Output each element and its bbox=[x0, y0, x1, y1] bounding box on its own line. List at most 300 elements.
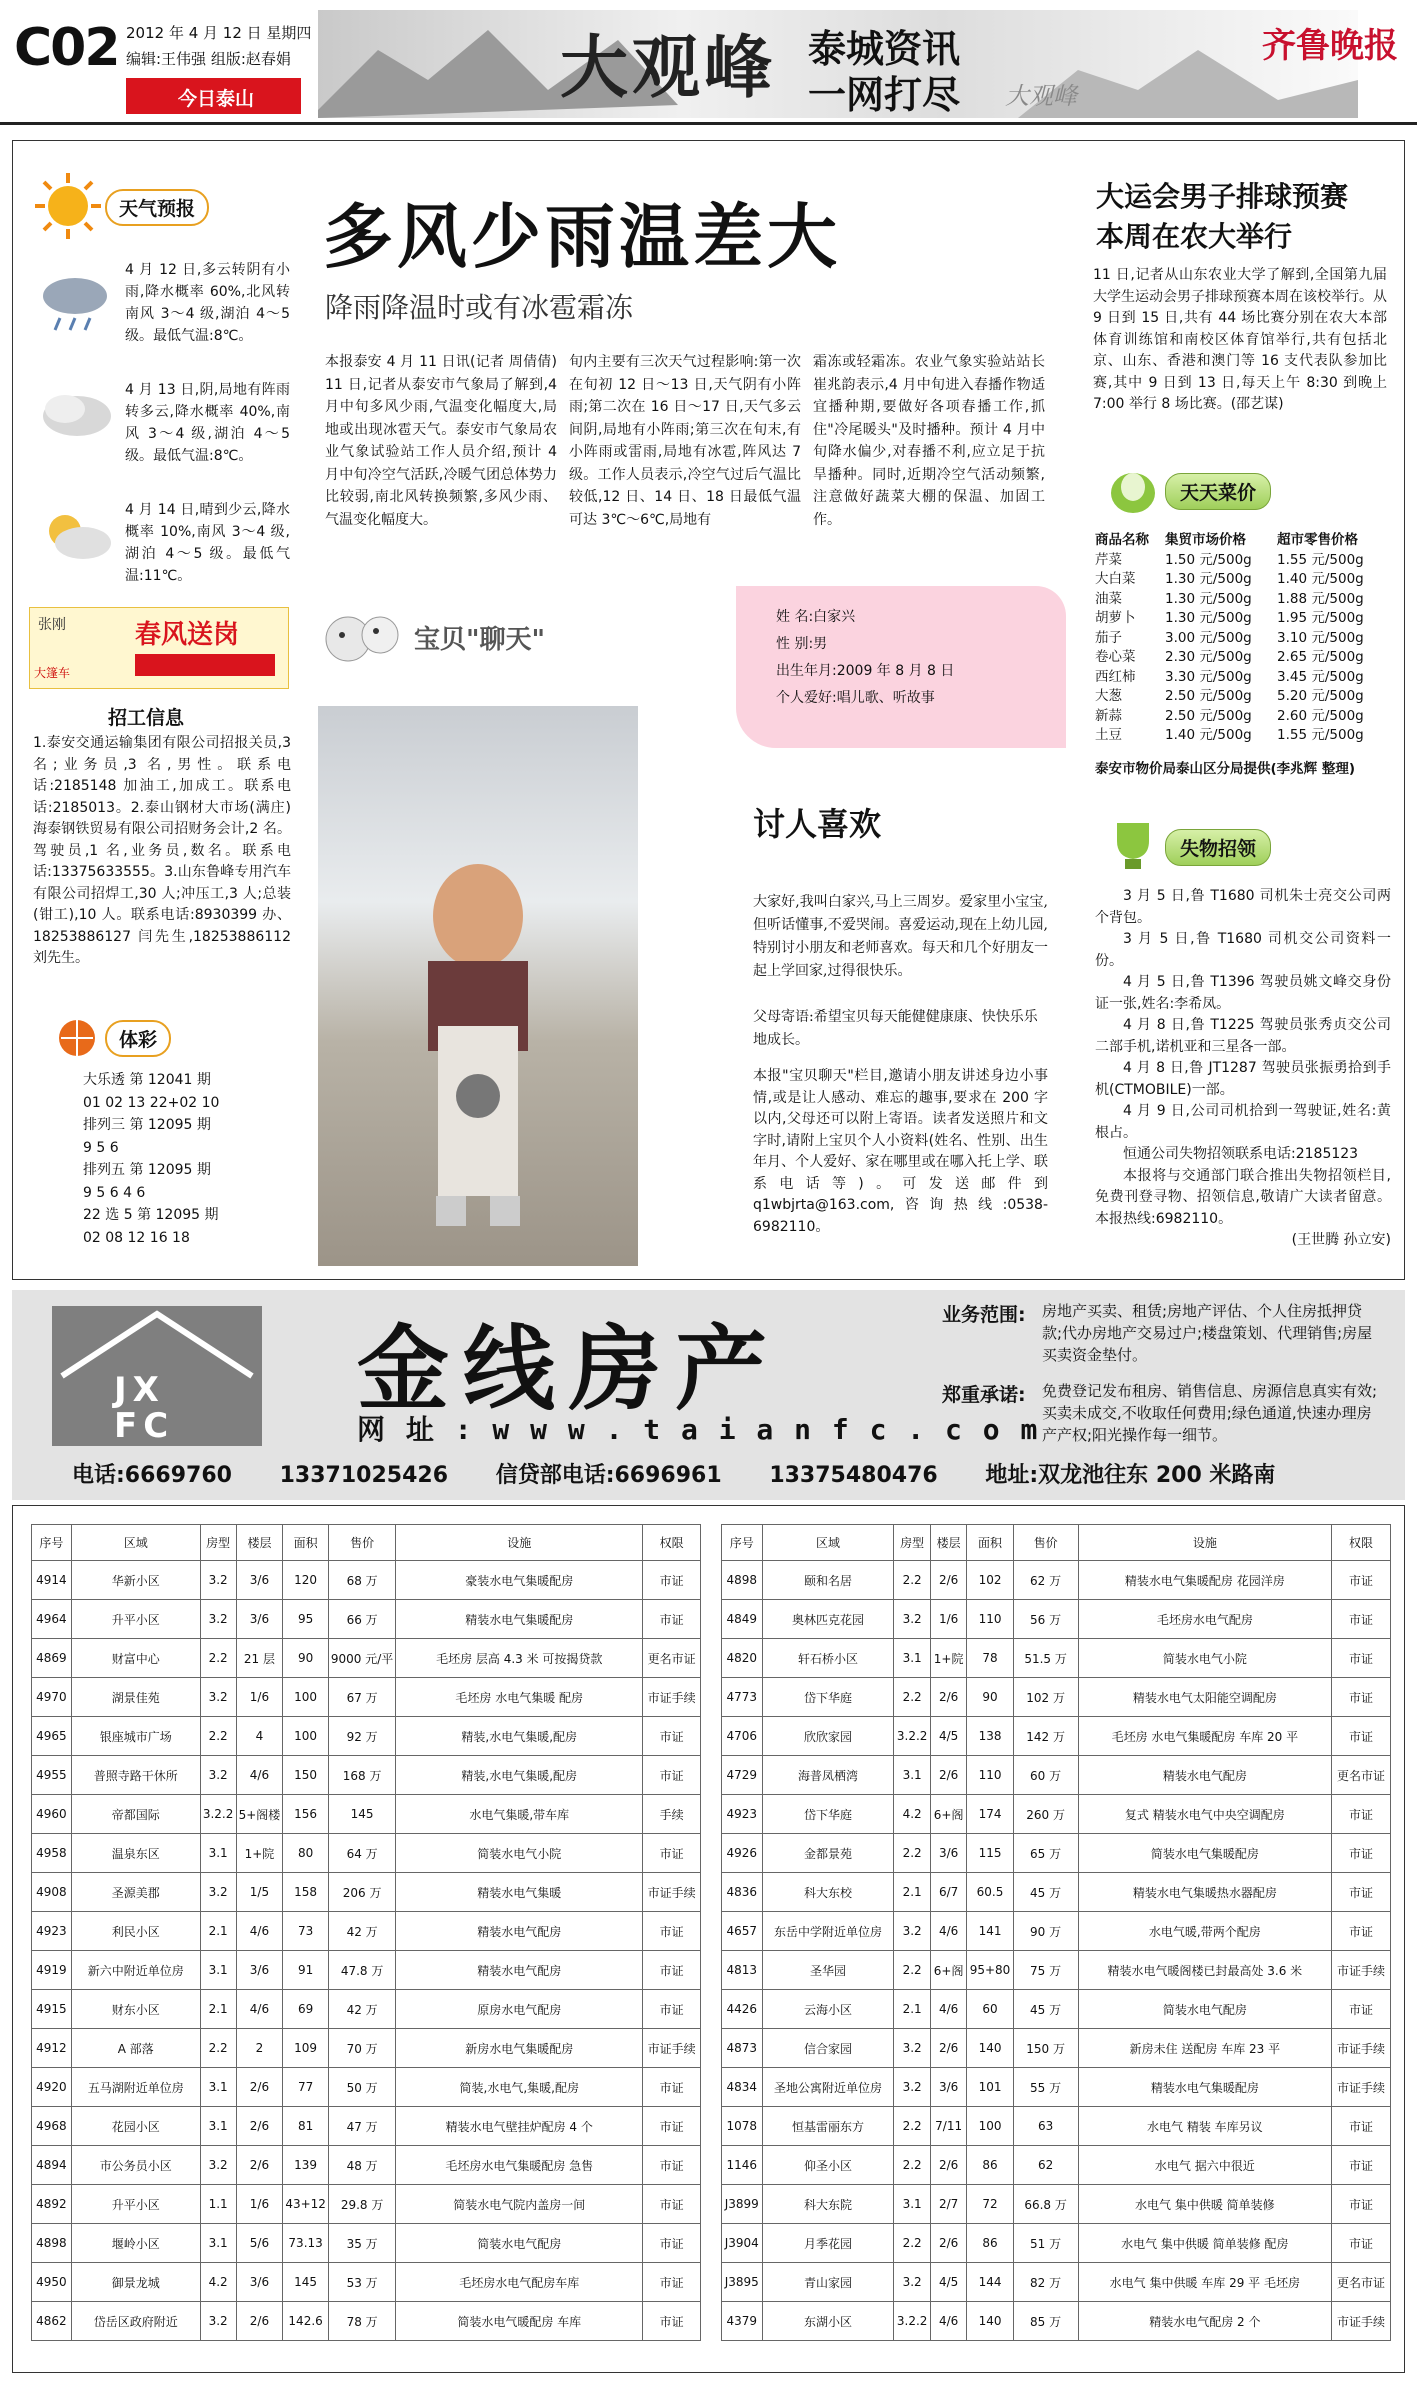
table-cell: 42 万 bbox=[328, 1912, 395, 1951]
table-cell: 4892 bbox=[32, 2185, 72, 2224]
table-cell: 市证 bbox=[643, 1990, 701, 2029]
veg-row bbox=[1095, 668, 1395, 688]
col-header: 序号 bbox=[722, 1525, 763, 1561]
lost-item: 恒通公司失物招领联系电话:2185123 bbox=[1123, 1146, 1359, 1162]
table-cell: 市证 bbox=[643, 1756, 701, 1795]
table-cell: 75 万 bbox=[1013, 1951, 1078, 1990]
lottery-line: 22 选 5 第 12095 期 bbox=[83, 1207, 219, 1223]
table-cell: 142.6 bbox=[283, 2302, 329, 2341]
ad-mobile-2: 13375480476 bbox=[769, 1463, 938, 1488]
table-cell: 260 万 bbox=[1013, 1795, 1078, 1834]
table-cell: 市证 bbox=[643, 1912, 701, 1951]
table-cell: 市公务员小区 bbox=[71, 2146, 200, 2185]
veg-cell: 1.50 元/500g bbox=[1165, 551, 1252, 568]
lottery-line: 排列五 第 12095 期 bbox=[83, 1162, 211, 1178]
table-cell: 水电气 据六中很近 bbox=[1078, 2146, 1332, 2185]
table-cell: 144 bbox=[967, 2263, 1013, 2302]
table-cell: 2/6 bbox=[236, 2302, 283, 2341]
subhead: 降雨降温时或有冰雹霜冻 bbox=[325, 291, 634, 324]
col-header: 权限 bbox=[643, 1525, 701, 1561]
brand-small: 大观峰 bbox=[1005, 82, 1077, 110]
col-header: 面积 bbox=[283, 1525, 329, 1561]
property-listings bbox=[12, 1505, 1405, 2373]
table-row bbox=[722, 2146, 1391, 2185]
table-cell: 4/6 bbox=[236, 1912, 283, 1951]
veg-row bbox=[1095, 707, 1395, 727]
table-cell: 市证 bbox=[1332, 1678, 1391, 1717]
baby-column-notice: 本报"宝贝聊天"栏目,邀请小朋友讲述身边小事情,或是让人感动、难忘的趣事,要求在 200 字以内,父母还可以附上寄语。读者发送照片和文字时,请附上宝贝个人小资料(姓名、性别、出生年月、个人爱好、家在哪里或在哪入托上学、联系电话等)。可发送邮件到 q1wbjrta@163.com,咨询热线:0538-6982110。 bbox=[753, 1068, 1048, 1235]
table-cell: 简装水电气小院 bbox=[396, 1834, 643, 1873]
lottery-line: 9 5 6 4 6 bbox=[83, 1184, 146, 1201]
volleyball-body: 11 日,记者从山东农业大学了解到,全国第九届大学生运动会男子排球预赛本周在该校举行。从 9 日到 15 日,共有 44 场比赛分别在农大本部体育训练馆和南校区体育馆举行,共有包括北京、山东、香港和澳门等 16 支代表队参加比赛,其中 9 日到 13 日,每天上午 8:30 到晚上 7:00 举行 8 场比赛。(邵艺谋) bbox=[1093, 267, 1387, 412]
table-row bbox=[32, 2302, 701, 2341]
table-cell: 市证 bbox=[1332, 1561, 1391, 1600]
table-cell: 水电气暖,带两个配房 bbox=[1078, 1912, 1332, 1951]
table-cell: 63 bbox=[1013, 2107, 1078, 2146]
banner-bar bbox=[135, 654, 275, 676]
col-header: 区域 bbox=[71, 1525, 200, 1561]
table-cell: 4964 bbox=[32, 1600, 72, 1639]
table-cell: 2.2 bbox=[894, 1678, 931, 1717]
table-cell: 4898 bbox=[32, 2224, 72, 2263]
table-cell: 51.5 万 bbox=[1013, 1639, 1078, 1678]
table-cell: 158 bbox=[283, 1873, 329, 1912]
table-cell: 3.1 bbox=[200, 2068, 236, 2107]
table-cell: 4/6 bbox=[236, 1756, 283, 1795]
table-cell: 2.1 bbox=[200, 1912, 236, 1951]
table-cell: 1/6 bbox=[236, 2185, 283, 2224]
table-cell: 奥林匹克花园 bbox=[762, 1600, 894, 1639]
table-cell: 市证 bbox=[1332, 1990, 1391, 2029]
table-cell: 花园小区 bbox=[71, 2107, 200, 2146]
table-cell: 简装,水电气,集暖,配房 bbox=[396, 2068, 643, 2107]
table-row bbox=[32, 1912, 701, 1951]
table-cell: 4965 bbox=[32, 1717, 72, 1756]
table-cell: 64 万 bbox=[328, 1834, 395, 1873]
table-cell: 95 bbox=[283, 1600, 329, 1639]
table-cell: 60.5 bbox=[967, 1873, 1013, 1912]
table-cell: 颐和名居 bbox=[762, 1561, 894, 1600]
table-cell: 109 bbox=[283, 2029, 329, 2068]
table-cell: 市证 bbox=[643, 2224, 701, 2263]
child-figure-icon bbox=[318, 706, 638, 1266]
table-cell: 2/6 bbox=[236, 2146, 283, 2185]
table-cell: 华新小区 bbox=[71, 1561, 200, 1600]
table-cell: 精装水电气太阳能空调配房 bbox=[1078, 1678, 1332, 1717]
story-col-3: 霜冻或轻霜冻。农业气象实验站站长崔兆韵表示,4 月中旬进入春播作物适宜播种期,要做好各项春播工作,抓住"冷尾暖头"及时播种。预计 4 月中旬降水偏少,对春播不利,应立足于抗旱播种。同时,近期冷空气活动频繁,注意做好蔬菜大棚的保温、加固工作。 bbox=[813, 354, 1045, 528]
table-cell: 3.1 bbox=[894, 1756, 931, 1795]
table-cell: 财东小区 bbox=[71, 1990, 200, 2029]
table-cell: 简装水电气集暖配房 bbox=[1078, 1834, 1332, 1873]
col-header: 设施 bbox=[396, 1525, 643, 1561]
table-cell: 86 bbox=[967, 2146, 1013, 2185]
table-cell: 4/6 bbox=[930, 1912, 967, 1951]
table-cell: 4379 bbox=[722, 2302, 763, 2341]
table-cell: 3/6 bbox=[236, 1600, 283, 1639]
editor-credits: 编辑:王伟强 组版:赵春娟 bbox=[126, 50, 291, 68]
table-cell: 35 万 bbox=[328, 2224, 395, 2263]
table-cell: 4729 bbox=[722, 1756, 763, 1795]
table-cell: J3899 bbox=[722, 2185, 763, 2224]
table-cell: 市证 bbox=[1332, 2224, 1391, 2263]
table-cell: 29.8 万 bbox=[328, 2185, 395, 2224]
jobs-title: 招工信息 bbox=[108, 707, 185, 729]
table-cell: 102 bbox=[967, 1561, 1013, 1600]
table-cell: 欣欣家园 bbox=[762, 1717, 894, 1756]
table-cell: 48 万 bbox=[328, 2146, 395, 2185]
weather-badge-label: 天气预报 bbox=[105, 189, 209, 226]
table-cell: 55 万 bbox=[1013, 2068, 1078, 2107]
col-header: 售价 bbox=[1013, 1525, 1078, 1561]
table-cell: 2/6 bbox=[930, 1678, 967, 1717]
table-cell: 90 bbox=[967, 1678, 1013, 1717]
table-cell: 3.1 bbox=[894, 1639, 931, 1678]
lost-item: 3 月 5 日,鲁 T1680 司机朱士亮交公司两个背包。 bbox=[1095, 888, 1391, 926]
lottery-line: 大乐透 第 12041 期 bbox=[83, 1072, 211, 1088]
headline: 多风少雨温差大 bbox=[323, 196, 841, 278]
veg-row bbox=[1095, 726, 1395, 746]
table-cell: 47 万 bbox=[328, 2107, 395, 2146]
table-cell: 市证手续 bbox=[1332, 1951, 1391, 1990]
table-cell: 精装水电气集暖热水器配房 bbox=[1078, 1873, 1332, 1912]
table-cell: 43+12 bbox=[283, 2185, 329, 2224]
table-cell: 2/6 bbox=[236, 2107, 283, 2146]
table-cell: 47.8 万 bbox=[328, 1951, 395, 1990]
table-cell: 145 bbox=[283, 2263, 329, 2302]
veg-price-source: 泰安市物价局泰山区分局提供(李兆辉 整理) bbox=[1095, 761, 1356, 777]
table-row bbox=[32, 1990, 701, 2029]
table-cell: 4/6 bbox=[930, 2302, 967, 2341]
volleyball-title-2: 本周在农大举行 bbox=[1096, 220, 1293, 253]
table-row bbox=[32, 2029, 701, 2068]
table-cell: 4923 bbox=[722, 1795, 763, 1834]
table-cell: 2.2 bbox=[894, 1561, 931, 1600]
table-cell: 2.2 bbox=[894, 2107, 931, 2146]
table-cell: 简装水电气小院 bbox=[1078, 1639, 1332, 1678]
story-col-2: 旬内主要有三次天气过程影响:第一次在旬初 12 日～13 日,天气阴有小阵雨;第二次在 16 日～17 日,天气多云间阴,局地有小阵雨;第三次在旬末,有小阵雨或雷雨,局地有冰雹,阵风达 7 级。工作人员表示,冷空气过后气温比较低,12 日、14 日、18 日最低气温可达 3℃～6℃,局地有 bbox=[569, 354, 801, 528]
logo-line-2: FC bbox=[114, 1406, 175, 1446]
table-row bbox=[32, 1873, 701, 1912]
table-cell: 3.2 bbox=[200, 2146, 236, 2185]
table-cell: 70 万 bbox=[328, 2029, 395, 2068]
table-cell: 帝都国际 bbox=[71, 1795, 200, 1834]
table-cell: 4773 bbox=[722, 1678, 763, 1717]
table-cell: 42 万 bbox=[328, 1990, 395, 2029]
page-header bbox=[0, 0, 1417, 125]
table-cell: 3.1 bbox=[200, 1834, 236, 1873]
table-cell: 4873 bbox=[722, 2029, 763, 2068]
table-cell: 月季花园 bbox=[762, 2224, 894, 2263]
col-header: 售价 bbox=[328, 1525, 395, 1561]
table-cell: 3.2 bbox=[200, 2302, 236, 2341]
table-cell: 174 bbox=[967, 1795, 1013, 1834]
table-row bbox=[32, 2146, 701, 2185]
table-cell: 3.2 bbox=[200, 1678, 236, 1717]
veg-header: 超市零售价格 bbox=[1277, 532, 1358, 548]
weather-day-1: 4 月 12 日,多云转阴有小雨,降水概率 60%,北风转南风 3～4 级,湖泊 4～5 级。最低气温:8℃。 bbox=[125, 262, 290, 344]
table-cell: 168 万 bbox=[328, 1756, 395, 1795]
table-cell: 50 万 bbox=[328, 2068, 395, 2107]
table-cell: 53 万 bbox=[328, 2263, 395, 2302]
table-row bbox=[722, 2029, 1391, 2068]
lottery-line: 02 08 12 16 18 bbox=[83, 1229, 190, 1246]
table-row bbox=[722, 1561, 1391, 1600]
table-cell: 东岳中学附近单位房 bbox=[762, 1912, 894, 1951]
veg-cell: 1.88 元/500g bbox=[1277, 590, 1364, 607]
weather-day-3: 4 月 14 日,晴到少云,降水概率 10%,南风 3～4 级,湖泊 4～5 级。最低气温:11℃。 bbox=[125, 502, 290, 584]
table-cell: 6/7 bbox=[930, 1873, 967, 1912]
table-cell: 2.2 bbox=[894, 1951, 931, 1990]
table-cell: 4706 bbox=[722, 1717, 763, 1756]
veg-cell: 1.55 元/500g bbox=[1277, 727, 1364, 743]
col-header: 楼层 bbox=[930, 1525, 967, 1561]
table-cell: 精装水电气配房 bbox=[396, 1912, 643, 1951]
table-cell: 精装水电气集暖 bbox=[396, 1873, 643, 1912]
table-cell: 云海小区 bbox=[762, 1990, 894, 2029]
table-cell: 206 万 bbox=[328, 1873, 395, 1912]
baby-chat-label: 宝贝"聊天" bbox=[414, 625, 546, 655]
table-cell: 3.2.2 bbox=[894, 1717, 931, 1756]
table-row bbox=[722, 1834, 1391, 1873]
lottery-badge-label: 体彩 bbox=[105, 1020, 171, 1057]
table-cell: 精装水电气壁挂炉配房 4 个 bbox=[396, 2107, 643, 2146]
table-cell: 4894 bbox=[32, 2146, 72, 2185]
table-cell: 2 bbox=[236, 2029, 283, 2068]
banner-caravan: 大篷车 bbox=[34, 666, 71, 680]
table-cell: 21 层 bbox=[236, 1639, 283, 1678]
table-cell: 150 bbox=[283, 1756, 329, 1795]
veg-cell: 土豆 bbox=[1095, 727, 1122, 743]
baby-profile-card bbox=[736, 586, 1066, 748]
lost-item: 4 月 5 日,鲁 T1396 驾驶员姚文峰交身份证一张,姓名:李希凤。 bbox=[1095, 974, 1391, 1012]
news-section bbox=[12, 140, 1405, 1280]
table-cell: 市证 bbox=[1332, 1639, 1391, 1678]
table-cell: 4915 bbox=[32, 1990, 72, 2029]
table-cell: 财富中心 bbox=[71, 1639, 200, 1678]
table-row bbox=[32, 1639, 701, 1678]
table-cell: J3904 bbox=[722, 2224, 763, 2263]
table-cell: 市证 bbox=[643, 1600, 701, 1639]
table-cell: 3.1 bbox=[200, 1951, 236, 1990]
table-cell: 市证 bbox=[1332, 1912, 1391, 1951]
table-row bbox=[722, 1912, 1391, 1951]
veg-cell: 胡萝卜 bbox=[1095, 610, 1136, 626]
table-cell: 141 bbox=[967, 1912, 1013, 1951]
listings-table-left bbox=[31, 1524, 701, 2341]
table-cell: 4/6 bbox=[930, 1990, 967, 2029]
lost-item: 4 月 8 日,鲁 JT1287 驾驶员张振勇拾到手机(CTMOBILE)一部。 bbox=[1095, 1060, 1391, 1098]
table-cell: 2/6 bbox=[930, 2029, 967, 2068]
table-row bbox=[722, 1990, 1391, 2029]
table-cell: 水电气 精装 车库另议 bbox=[1078, 2107, 1332, 2146]
table-row bbox=[32, 2224, 701, 2263]
table-cell: 2/6 bbox=[236, 2068, 283, 2107]
table-cell: 4869 bbox=[32, 1639, 72, 1678]
table-cell: 圣源美郡 bbox=[71, 1873, 200, 1912]
table-cell: 水电气 集中供暖 车库 29 平 毛坯房 bbox=[1078, 2263, 1332, 2302]
lost-item: 4 月 9 日,公司司机拾到一驾驶证,姓名:黄根占。 bbox=[1095, 1103, 1391, 1141]
table-cell: 2.2 bbox=[200, 1639, 236, 1678]
ad-address: 地址:双龙池往东 200 米路南 bbox=[985, 1463, 1276, 1488]
table-cell: 升平小区 bbox=[71, 1600, 200, 1639]
table-cell: 水电气 集中供暖 简单装修 配房 bbox=[1078, 2224, 1332, 2263]
table-cell: 水电气 集中供暖 简单装修 bbox=[1078, 2185, 1332, 2224]
table-cell: 市证 bbox=[1332, 2146, 1391, 2185]
table-cell: 140 bbox=[967, 2029, 1013, 2068]
table-cell: 91 bbox=[283, 1951, 329, 1990]
table-cell: 仰圣小区 bbox=[762, 2146, 894, 2185]
table-cell: 86 bbox=[967, 2224, 1013, 2263]
table-cell: 150 万 bbox=[1013, 2029, 1078, 2068]
partly-sunny-icon bbox=[35, 501, 115, 571]
table-cell: 4914 bbox=[32, 1561, 72, 1600]
veg-cell: 1.30 元/500g bbox=[1165, 610, 1252, 626]
table-cell: 2/7 bbox=[930, 2185, 967, 2224]
col-header: 房型 bbox=[200, 1525, 236, 1561]
table-cell: 2.2 bbox=[894, 2146, 931, 2185]
table-cell: 岱下华庭 bbox=[762, 1795, 894, 1834]
table-cell: 市证 bbox=[643, 1951, 701, 1990]
table-cell: 升平小区 bbox=[71, 2185, 200, 2224]
table-cell: 2.2 bbox=[200, 1717, 236, 1756]
table-cell: 手续 bbox=[643, 1795, 701, 1834]
lottery-line: 排列三 第 12095 期 bbox=[83, 1117, 211, 1133]
table-cell: 1146 bbox=[722, 2146, 763, 2185]
table-cell: 85 万 bbox=[1013, 2302, 1078, 2341]
table-cell: 3.2 bbox=[894, 2263, 931, 2302]
table-cell: 101 bbox=[967, 2068, 1013, 2107]
table-cell: 2/6 bbox=[930, 1561, 967, 1600]
table-cell: 2.2 bbox=[894, 2224, 931, 2263]
table-cell: 水电气集暖,带车库 bbox=[396, 1795, 643, 1834]
table-cell: 4919 bbox=[32, 1951, 72, 1990]
table-cell: 毛坯房 层高 4.3 米 可按揭贷款 bbox=[396, 1639, 643, 1678]
table-cell: 市证 bbox=[643, 2146, 701, 2185]
table-cell: 市证 bbox=[643, 2107, 701, 2146]
table-cell: 毛坯房水电气配房 bbox=[1078, 1600, 1332, 1639]
veg-header-row bbox=[1095, 531, 1395, 551]
lost-item: 本报将与交通部门联合推出失物招领栏目,免费刊登寻物、招领信息,敬请广大读者留意。本报热线:6982110。 bbox=[1095, 1167, 1391, 1227]
table-cell: 科大东校 bbox=[762, 1873, 894, 1912]
table-cell: 更名市证 bbox=[1332, 1756, 1391, 1795]
veg-cell: 油菜 bbox=[1095, 590, 1122, 607]
table-cell: 156 bbox=[283, 1795, 329, 1834]
veg-header: 商品名称 bbox=[1095, 532, 1149, 548]
table-cell: 新六中附近单位房 bbox=[71, 1951, 200, 1990]
table-row bbox=[32, 2263, 701, 2302]
table-row bbox=[722, 1795, 1391, 1834]
table-cell: 精装,水电气集暖,配房 bbox=[396, 1756, 643, 1795]
jobs-fair-banner bbox=[29, 607, 289, 689]
table-cell: 毛坯房水电气集暖配房 急售 bbox=[396, 2146, 643, 2185]
baby-hobby: 个人爱好:唱儿歌、听故事 bbox=[776, 690, 935, 706]
table-cell: 温泉东区 bbox=[71, 1834, 200, 1873]
col-header: 楼层 bbox=[236, 1525, 283, 1561]
table-cell: 精装水电气配房 bbox=[396, 1951, 643, 1990]
veg-cell: 1.40 元/500g bbox=[1165, 727, 1252, 743]
table-cell: 90 万 bbox=[1013, 1912, 1078, 1951]
veg-cell: 2.50 元/500g bbox=[1165, 688, 1252, 704]
table-row bbox=[32, 1678, 701, 1717]
table-cell: 市证 bbox=[643, 1717, 701, 1756]
table-cell: 3.2 bbox=[200, 1873, 236, 1912]
table-cell: 4960 bbox=[32, 1795, 72, 1834]
table-cell: 银座城市广场 bbox=[71, 1717, 200, 1756]
lost-found-label: 失物招领 bbox=[1165, 829, 1271, 866]
table-cell: 62 bbox=[1013, 2146, 1078, 2185]
veg-row bbox=[1095, 629, 1395, 649]
table-cell: 6+阁 bbox=[930, 1951, 967, 1990]
table-cell: 科大东院 bbox=[762, 2185, 894, 2224]
listings-table-right bbox=[721, 1524, 1391, 2341]
table-cell: 4923 bbox=[32, 1912, 72, 1951]
table-cell: 市证 bbox=[643, 1561, 701, 1600]
table-cell: 1/5 bbox=[236, 1873, 283, 1912]
veg-cell: 1.55 元/500g bbox=[1277, 551, 1364, 568]
veg-cell: 3.45 元/500g bbox=[1277, 668, 1364, 685]
table-cell: 1+院 bbox=[236, 1834, 283, 1873]
cloud-rain-icon bbox=[35, 266, 115, 336]
table-row bbox=[722, 1600, 1391, 1639]
table-cell: 3.1 bbox=[200, 2107, 236, 2146]
veg-cell: 3.10 元/500g bbox=[1277, 629, 1364, 646]
table-cell: 82 万 bbox=[1013, 2263, 1078, 2302]
table-cell: 4958 bbox=[32, 1834, 72, 1873]
table-cell: 66.8 万 bbox=[1013, 2185, 1078, 2224]
table-cell: 五马湖附近单位房 bbox=[71, 2068, 200, 2107]
table-cell: 3.2 bbox=[200, 1756, 236, 1795]
table-cell: 市证 bbox=[1332, 1834, 1391, 1873]
table-cell: 市证 bbox=[1332, 1873, 1391, 1912]
table-row bbox=[722, 2107, 1391, 2146]
veg-cell: 1.30 元/500g bbox=[1165, 590, 1252, 607]
table-row bbox=[32, 1951, 701, 1990]
ad-logo bbox=[52, 1306, 262, 1446]
table-cell: 市证 bbox=[643, 2068, 701, 2107]
table-cell: 4813 bbox=[722, 1951, 763, 1990]
cartoon-character-icon bbox=[318, 605, 408, 671]
table-cell: 御景龙城 bbox=[71, 2263, 200, 2302]
table-cell: 65 万 bbox=[1013, 1834, 1078, 1873]
table-cell: 4 bbox=[236, 1717, 283, 1756]
veg-header: 集贸市场价格 bbox=[1165, 532, 1246, 548]
veg-cell: 西红柿 bbox=[1095, 668, 1136, 685]
table-cell: 简装水电气配房 bbox=[396, 2224, 643, 2263]
table-cell: 新房未住 送配房 车库 23 平 bbox=[1078, 2029, 1332, 2068]
table-cell: 45 万 bbox=[1013, 1990, 1078, 2029]
table-cell: 恒基雷丽东方 bbox=[762, 2107, 894, 2146]
table-cell: 138 bbox=[967, 1717, 1013, 1756]
table-cell: 3/6 bbox=[236, 2263, 283, 2302]
real-estate-ad bbox=[12, 1290, 1405, 1500]
table-cell: 毛坯房 水电气集暖配房 车库 20 平 bbox=[1078, 1717, 1332, 1756]
table-row bbox=[722, 2068, 1391, 2107]
table-row bbox=[32, 1756, 701, 1795]
table-cell: 7/11 bbox=[930, 2107, 967, 2146]
ad-promise-label: 郑重承诺: bbox=[942, 1384, 1026, 1406]
table-cell: 78 万 bbox=[328, 2302, 395, 2341]
table-cell: 简装水电气暖配房 车库 bbox=[396, 2302, 643, 2341]
table-cell: 110 bbox=[967, 1600, 1013, 1639]
table-cell: 3.1 bbox=[200, 2224, 236, 2263]
table-cell: 142 万 bbox=[1013, 1717, 1078, 1756]
listings-header-row bbox=[722, 1525, 1391, 1561]
table-cell: 3.2 bbox=[894, 1912, 931, 1951]
table-cell: 4.2 bbox=[894, 1795, 931, 1834]
table-cell: 3.2 bbox=[894, 1600, 931, 1639]
table-cell: 78 bbox=[967, 1639, 1013, 1678]
ad-scope: 房地产买卖、租赁;房地产评估、个人住房抵押贷款;代办房地产交易过户;楼盘策划、代理销售;房屋买卖资金垫付。 bbox=[1042, 1302, 1373, 1364]
